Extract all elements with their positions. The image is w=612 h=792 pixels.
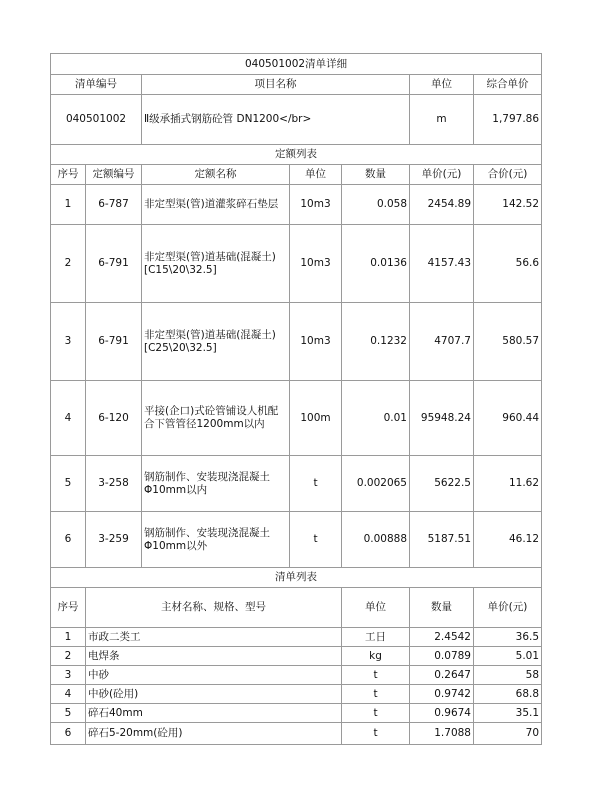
quota-header-no: 序号 (51, 165, 86, 185)
material-row (51, 723, 542, 745)
quota-no: 3 (51, 303, 86, 381)
material-section-title: 清单列表 (51, 568, 542, 588)
material-price: 68.8 (474, 685, 542, 704)
material-qty: 1.7088 (410, 723, 474, 745)
quota-row (51, 303, 542, 381)
quota-code: 6-120 (86, 381, 142, 456)
quota-name: 非定型渠(管)道灌浆碎石垫层 (142, 185, 290, 225)
quota-name: 平接(企口)式砼管铺设人机配合下管管径1200mm以内 (142, 381, 290, 456)
quota-total: 580.57 (474, 303, 542, 381)
quota-unit: t (290, 456, 342, 512)
quota-no: 1 (51, 185, 86, 225)
material-name: 电焊条 (86, 647, 342, 666)
material-no: 5 (51, 704, 86, 723)
quota-header-code: 定额编号 (86, 165, 142, 185)
material-price: 35.1 (474, 704, 542, 723)
quota-header-qty: 数量 (342, 165, 410, 185)
quota-price: 5622.5 (410, 456, 474, 512)
quota-price: 5187.51 (410, 512, 474, 568)
material-unit: t (342, 685, 410, 704)
quota-section-title: 定额列表 (51, 145, 542, 165)
material-qty: 0.0789 (410, 647, 474, 666)
material-qty: 2.4542 (410, 628, 474, 647)
quota-qty: 0.01 (342, 381, 410, 456)
quota-qty: 0.058 (342, 185, 410, 225)
quota-total: 56.6 (474, 225, 542, 303)
material-no: 4 (51, 685, 86, 704)
material-name: 碎石40mm (86, 704, 342, 723)
quota-row (51, 225, 542, 303)
header-name: 项目名称 (142, 75, 410, 95)
material-row (51, 685, 542, 704)
quota-header-total: 合价(元) (474, 165, 542, 185)
material-header-unit: 单位 (342, 588, 410, 628)
material-qty: 0.9674 (410, 704, 474, 723)
quota-total: 960.44 (474, 381, 542, 456)
material-header-no: 序号 (51, 588, 86, 628)
quota-code: 3-259 (86, 512, 142, 568)
quota-qty: 0.00888 (342, 512, 410, 568)
material-row (51, 666, 542, 685)
item-price: 1,797.86 (474, 95, 542, 145)
quota-qty: 0.1232 (342, 303, 410, 381)
quota-unit: 100m (290, 381, 342, 456)
quota-qty: 0.0136 (342, 225, 410, 303)
quota-row (51, 512, 542, 568)
bill-detail-table (50, 53, 542, 745)
material-unit: t (342, 704, 410, 723)
quota-total: 46.12 (474, 512, 542, 568)
header-code: 清单编号 (51, 75, 142, 95)
item-name: Ⅱ级承插式钢筋砼管 DN1200</br> (142, 95, 410, 145)
material-name: 市政二类工 (86, 628, 342, 647)
quota-total: 142.52 (474, 185, 542, 225)
material-name: 中砂 (86, 666, 342, 685)
quota-qty: 0.002065 (342, 456, 410, 512)
quota-unit: 10m3 (290, 303, 342, 381)
item-unit: m (410, 95, 474, 145)
quota-header-unit: 单位 (290, 165, 342, 185)
material-name: 中砂(砼用) (86, 685, 342, 704)
material-header-price: 单价(元) (474, 588, 542, 628)
quota-price: 95948.24 (410, 381, 474, 456)
material-price: 5.01 (474, 647, 542, 666)
quota-header-name: 定额名称 (142, 165, 290, 185)
quota-no: 5 (51, 456, 86, 512)
material-row (51, 628, 542, 647)
material-name: 碎石5-20mm(砼用) (86, 723, 342, 745)
material-qty: 0.2647 (410, 666, 474, 685)
quota-name: 非定型渠(管)道基础(混凝土)[C25\20\32.5] (142, 303, 290, 381)
material-header-name: 主材名称、规格、型号 (86, 588, 342, 628)
material-unit: kg (342, 647, 410, 666)
header-price: 综合单价 (474, 75, 542, 95)
material-qty: 0.9742 (410, 685, 474, 704)
quota-name: 钢筋制作、安装现浇混凝土Φ10mm以内 (142, 456, 290, 512)
quota-price: 2454.89 (410, 185, 474, 225)
quota-row (51, 185, 542, 225)
quota-no: 6 (51, 512, 86, 568)
quota-code: 6-787 (86, 185, 142, 225)
material-unit: t (342, 723, 410, 745)
material-unit: 工日 (342, 628, 410, 647)
quota-name: 非定型渠(管)道基础(混凝土)[C15\20\32.5] (142, 225, 290, 303)
quota-unit: 10m3 (290, 185, 342, 225)
material-no: 6 (51, 723, 86, 745)
quota-unit: 10m3 (290, 225, 342, 303)
quota-price: 4707.7 (410, 303, 474, 381)
material-price: 36.5 (474, 628, 542, 647)
material-row (51, 704, 542, 723)
quota-code: 3-258 (86, 456, 142, 512)
material-row (51, 647, 542, 666)
material-header-qty: 数量 (410, 588, 474, 628)
quota-row (51, 456, 542, 512)
quota-header-price: 单价(元) (410, 165, 474, 185)
quota-total: 11.62 (474, 456, 542, 512)
quota-code: 6-791 (86, 225, 142, 303)
quota-no: 4 (51, 381, 86, 456)
material-no: 2 (51, 647, 86, 666)
material-no: 1 (51, 628, 86, 647)
material-no: 3 (51, 666, 86, 685)
material-unit: t (342, 666, 410, 685)
quota-name: 钢筋制作、安装现浇混凝土Φ10mm以外 (142, 512, 290, 568)
page-title: 040501002清单详细 (51, 54, 542, 75)
quota-code: 6-791 (86, 303, 142, 381)
material-price: 58 (474, 666, 542, 685)
quota-unit: t (290, 512, 342, 568)
header-unit: 单位 (410, 75, 474, 95)
material-price: 70 (474, 723, 542, 745)
quota-price: 4157.43 (410, 225, 474, 303)
quota-no: 2 (51, 225, 86, 303)
item-code: 040501002 (51, 95, 142, 145)
quota-row (51, 381, 542, 456)
